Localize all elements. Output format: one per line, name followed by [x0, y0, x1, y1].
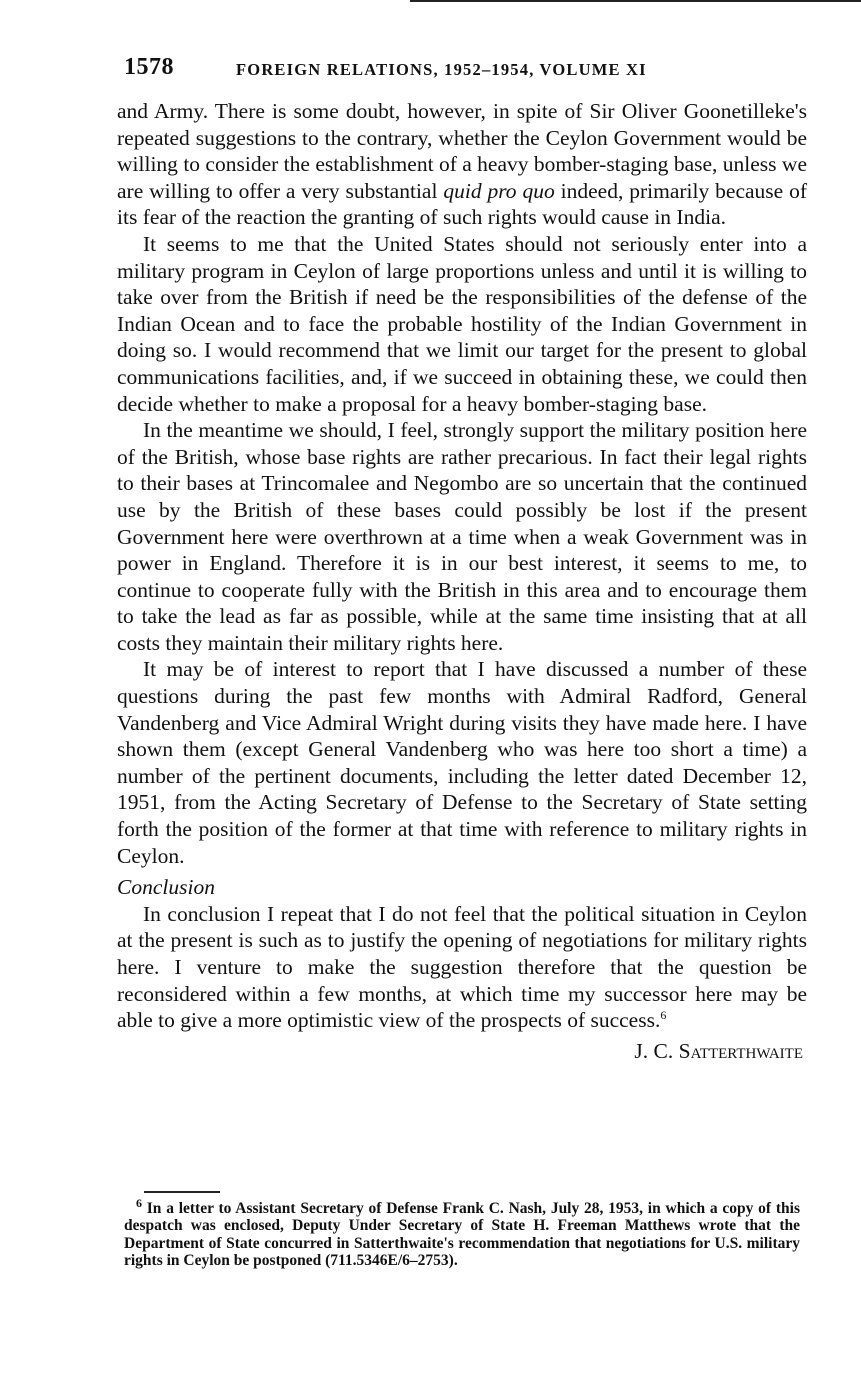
paragraph-5: [117, 901, 807, 1034]
paragraph-1: [117, 98, 807, 231]
page-number: 1578: [124, 54, 174, 80]
paragraph-2: It seems to me that the United States should not seriously enter into a military program in Ceylon of large proportions unless and until it is willing to take over from the British if need be the responsibilities of the defense of the Indian Ocean and to face the probable hostility of the Indian Government in doing so. I would recommend that we limit our target for the present to global communications facilities, and, if we succeed in obtaining these, we could then decide whether to make a proposal for a heavy bomber-staging base.: [117, 231, 807, 416]
body-text: [117, 98, 807, 1064]
footnote-reference: 6: [660, 1008, 667, 1023]
paragraph-4: It may be of interest to report that I have discussed a number of these questions during the past few months with Admiral Radford, General Vandenberg and Vice Admiral Wright during visits they have made here. I have shown them (except General Vandenberg who was here too short a time) a number of the pertinent documents, including the letter dated December 12, 1951, from the Acting Secretary of Defense to the Secretary of State setting forth the position of the former at that time with reference to military rights in Ceylon.: [117, 657, 807, 868]
footnote-text: In a letter to Assistant Secretary of Defense Frank C. Nash, July 28, 1953, in which a copy of this despatch was enclosed, Deputy Under Secretary of State H. Freeman Matthews wrote that the Department of State concurred in Satterthwaite's recommendation that negotiations for U.S. military rights in Ceylon be postponed (711.5346E/6–2753).: [124, 1200, 800, 1270]
paragraph-1-text-end: indeed, primarily because of its fear of the reaction the granting of such rights would cause in India.: [117, 178, 808, 230]
paragraph-3: In the meantime we should, I feel, strongly support the military position here of the British, whose base rights are rather precarious. In fact their legal rights to their bases at Trincomalee and Negombo are so uncertain that the continued use by the British of these bases could possibly be lost if the present Government here were overthrown at a time when a weak Government was in power in England. Therefore it is in our best interest, it seems to me, to continue to cooperate fully with the British in this area and to encourage them to take the lead as far as possible, while at the same time insisting that at all costs they maintain their military rights here.: [117, 418, 807, 655]
footnote-rule: [144, 1191, 220, 1193]
top-rule: [410, 0, 861, 2]
running-head: FOREIGN RELATIONS, 1952–1954, VOLUME XI: [236, 60, 647, 79]
footnote-marker: 6: [136, 1195, 142, 1210]
section-heading-conclusion: Conclusion: [117, 875, 215, 900]
footnote: [124, 1195, 800, 1270]
signature: J. C. Satterthwaite: [634, 1038, 803, 1063]
page-header: [124, 54, 804, 86]
paragraph-5-text: In conclusion I repeat that I do not feel that the political situation in Ceylon at the present is such as to justify the opening of negotiations for military rights here. I venture to make the suggestion therefore that the question be reconsidered within a few months, at which time my successor here may be able to give a more optimistic view of the prospects of success.: [117, 901, 807, 1033]
paragraph-1-text: and Army. There is some doubt, however, in spite of Sir Oliver Goonetilleke's repeated suggestions to the contrary, whether the Ceylon Government would be willing to consider the establishment of a heavy bomber-staging base, unless we are willing to offer a very substantial: [117, 99, 807, 203]
latin-phrase: quid pro quo: [443, 178, 555, 203]
